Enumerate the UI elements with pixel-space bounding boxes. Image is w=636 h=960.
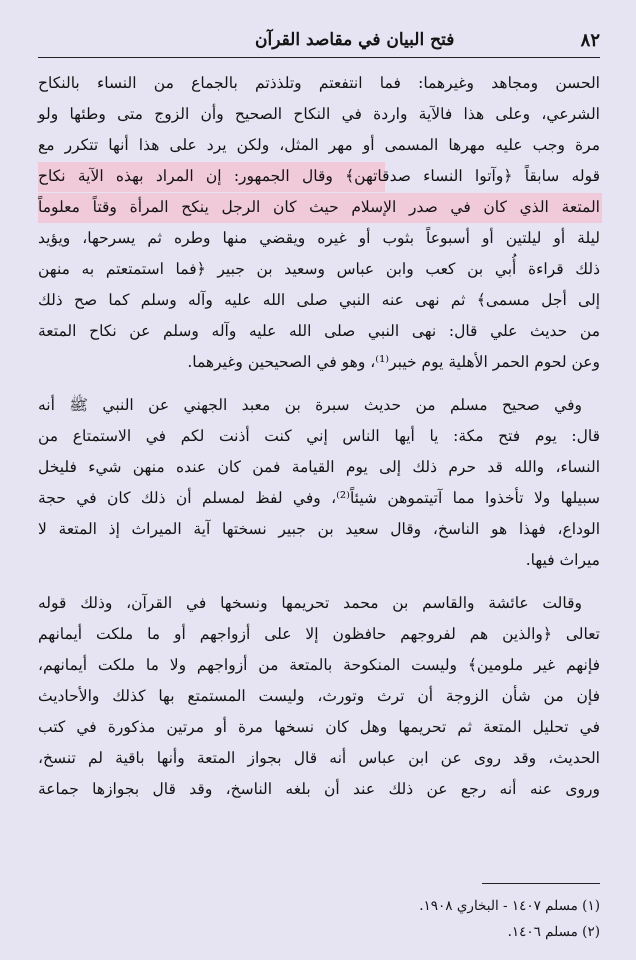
header-divider xyxy=(38,57,600,58)
text-line: الحسن ومجاهد وغيرهما: فما انتفعتم وتلذذتم بالجماع من النساء بالنكاح xyxy=(38,74,600,92)
text-line: إلى أجل مسمى﴾ ثم نهى عنه النبي صلى الله عليه وآله وسلم كما صح ذلك xyxy=(38,291,600,309)
footnote: (٢) مسلم ١٤٠٦. xyxy=(507,924,600,940)
text-line: مرة وجب عليه مهرها المسمى أو مهر المثل، ولكن يرد على هذا أنها تتكرر مع xyxy=(38,136,600,154)
text-line: فإن من شأن الزوجة أن ترث وتورث، وليست المستمتع بها كذلك والأحاديث xyxy=(38,687,600,705)
text-line: ليلة أو ليلتين أو أسبوعاً بثوب أو غيره ويقضي منها وطره ثم يسرحها، ويؤيد xyxy=(38,229,600,247)
text-line: وعن لحوم الحمر الأهلية يوم خيبر⁽¹⁾، وهو في الصحيحين وغيرهما. xyxy=(187,353,600,371)
text-line: الحديث، وقد روى عن ابن عباس أنه قال بجواز المتعة وأنها باقية لم تنسخ، xyxy=(38,749,600,767)
text-line: من حديث علي قال: نهى النبي صلى الله عليه وآله وسلم عن نكاح المتعة xyxy=(38,322,600,340)
text-line-highlighted: قوله سابقاً ﴿وآتوا النساء صدقاتهن﴾ وقال الجمهور: إن المراد بهذه الآية نكاح xyxy=(38,161,600,192)
footnote: (١) مسلم ١٤٠٧ - البخاري ١٩٠٨. xyxy=(419,898,600,914)
text-line: وقالت عائشة والقاسم بن محمد تحريمها ونسخها في القرآن، وذلك قوله xyxy=(38,594,582,612)
text-line: قال: يوم فتح مكة: يا أيها الناس إني كنت أذنت لكم في الاستمتاع من xyxy=(38,427,600,445)
page-header xyxy=(40,26,600,54)
footnotes xyxy=(300,893,600,945)
text-line: الشرعي، وعلى هذا فالآية واردة في النكاح الصحيح وأن الزوج متى وطئها ولو xyxy=(38,105,600,123)
text-line: وفي صحيح مسلم من حديث سبرة بن معبد الجهني عن النبي ﷺ أنه xyxy=(38,396,582,414)
running-title: فتح البيان في مقاصد القرآن xyxy=(255,30,455,50)
text-line: تعالى ﴿والذين هم لفروجهم حافظون إلا على أزواجهم أو ما ملكت أيمانهم xyxy=(38,625,600,643)
page-number: ٨٢ xyxy=(580,29,600,51)
text-line: في تحليل المتعة ثم تحريمها وهل كان نسخها مرة أو مرتين مذكورة في كتب xyxy=(38,718,600,736)
text-line: سبيلها ولا تأخذوا مما آتيتموهن شيئاً⁽²⁾، وفي لفظ لمسلم أن ذلك كان في حجة xyxy=(38,489,600,507)
text-line: النساء، والله قد حرم ذلك إلى يوم القيامة فمن كان عنده منهن شيء فليخل xyxy=(38,458,600,476)
body-text xyxy=(38,68,600,805)
text-line: ذلك قراءة أُبي بن كعب وابن عباس وسعيد بن جبير ﴿فما استمتعتم به منهن xyxy=(38,260,600,278)
text-line: الوداع، فهذا هو الناسخ، وقال سعيد بن جبير نسختها آية الميراث إذ المتعة لا xyxy=(38,520,600,538)
text-line: فإنهم غير ملومين﴾ وليست المنكوحة بالمتعة من أزواجهم ولا ما ملكت أيمانهم، xyxy=(38,656,600,674)
text-line-highlighted: المتعة الذي كان في صدر الإسلام حيث كان الرجل ينكح المرأة وقتاً معلوماً xyxy=(38,192,600,223)
text-line: وروى عنه أنه رجع عن ذلك عند أن بلغه الناسخ، وقد قال بجوازها جماعة xyxy=(38,780,600,798)
footnote-divider xyxy=(482,883,600,884)
text-line: ميراث فيها. xyxy=(525,551,600,569)
